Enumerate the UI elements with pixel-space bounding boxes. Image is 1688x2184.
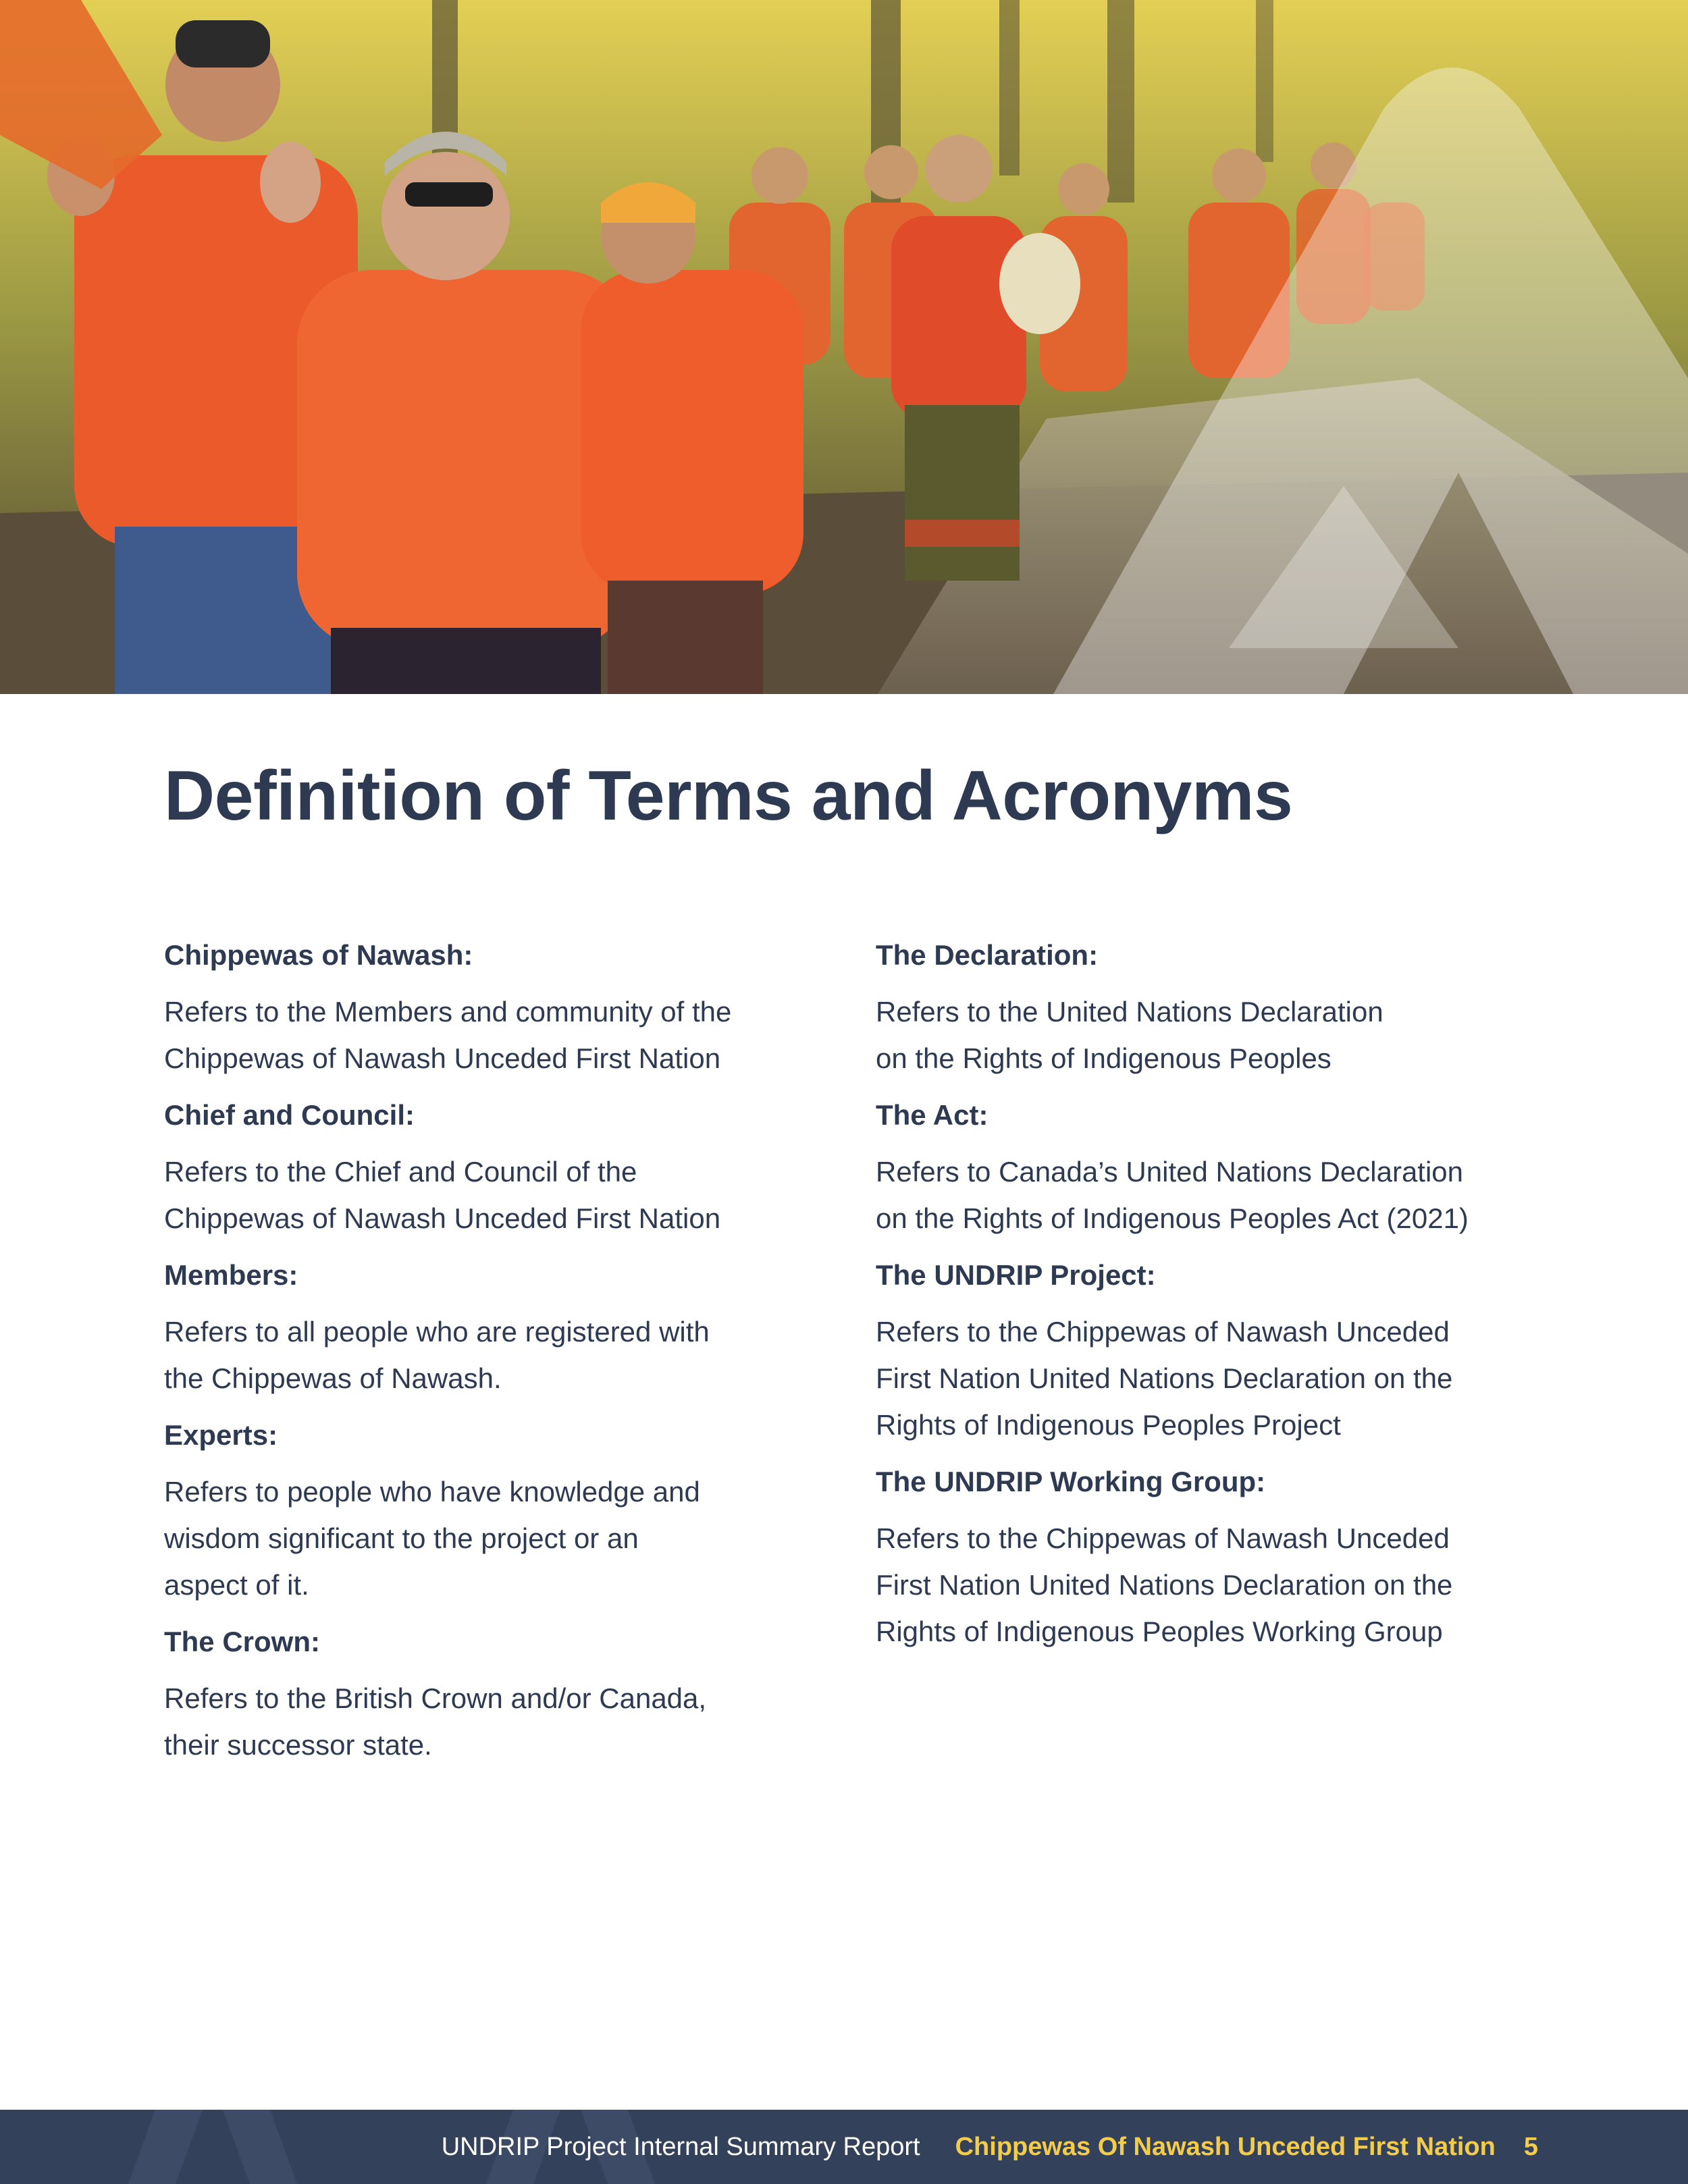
terms-column-left xyxy=(164,932,812,1778)
term-definition: Refers to people who have knowledge and wisdom significant to the project or an aspect of it. xyxy=(164,1476,700,1601)
term-name: The Crown: xyxy=(164,1626,320,1657)
term-the-declaration xyxy=(876,932,1537,1082)
term-name: Experts: xyxy=(164,1419,278,1451)
term-definition: Refers to Canada’s United Nations Declaration on the Rights of Indigenous Peoples Act (2021) xyxy=(876,1156,1469,1234)
term-name: The UNDRIP Working Group: xyxy=(876,1466,1266,1497)
term-the-act xyxy=(876,1092,1537,1242)
term-name: The UNDRIP Project: xyxy=(876,1259,1156,1291)
page-title: Definition of Terms and Acronyms xyxy=(164,757,1293,835)
page-footer xyxy=(0,2110,1688,2184)
term-chippewas-of-nawash xyxy=(164,932,812,1082)
term-name: The Act: xyxy=(876,1099,988,1131)
term-experts xyxy=(164,1412,812,1608)
term-definition: Refers to the British Crown and/or Canada, their successor state. xyxy=(164,1682,707,1761)
term-the-undrip-working-group xyxy=(876,1458,1537,1655)
terms-column-right xyxy=(876,932,1537,1665)
hero-photo xyxy=(0,0,1688,694)
term-definition: Refers to all people who are registered with the Chippewas of Nawash. xyxy=(164,1316,710,1394)
term-name: Chippewas of Nawash: xyxy=(164,939,473,971)
term-name: The Declaration: xyxy=(876,939,1099,971)
term-definition: Refers to the Chippewas of Nawash Unceded First Nation United Nations Declaration on the Rights of Indigenous Peoples Working Group xyxy=(876,1522,1453,1647)
term-definition: Refers to the Chief and Council of the Chippewas of Nawash Unceded First Nation xyxy=(164,1156,721,1234)
term-name: Members: xyxy=(164,1259,298,1291)
term-the-crown xyxy=(164,1618,812,1768)
term-definition: Refers to the Members and community of the Chippewas of Nawash Unceded First Nation xyxy=(164,996,732,1074)
term-members xyxy=(164,1252,812,1402)
term-the-undrip-project xyxy=(876,1252,1537,1448)
hero-photo-illustration xyxy=(0,0,1688,694)
term-chief-and-council xyxy=(164,1092,812,1242)
term-definition: Refers to the United Nations Declaration on the Rights of Indigenous Peoples xyxy=(876,996,1383,1074)
term-definition: Refers to the Chippewas of Nawash Unceded First Nation United Nations Declaration on the Rights of Indigenous Peoples Project xyxy=(876,1316,1453,1441)
footer-nation-name: Chippewas Of Nawash Unceded First Nation xyxy=(955,2132,1496,2161)
term-name: Chief and Council: xyxy=(164,1099,415,1131)
footer-report-name: UNDRIP Project Internal Summary Report xyxy=(441,2132,920,2161)
page-number: 5 xyxy=(1523,2132,1538,2161)
